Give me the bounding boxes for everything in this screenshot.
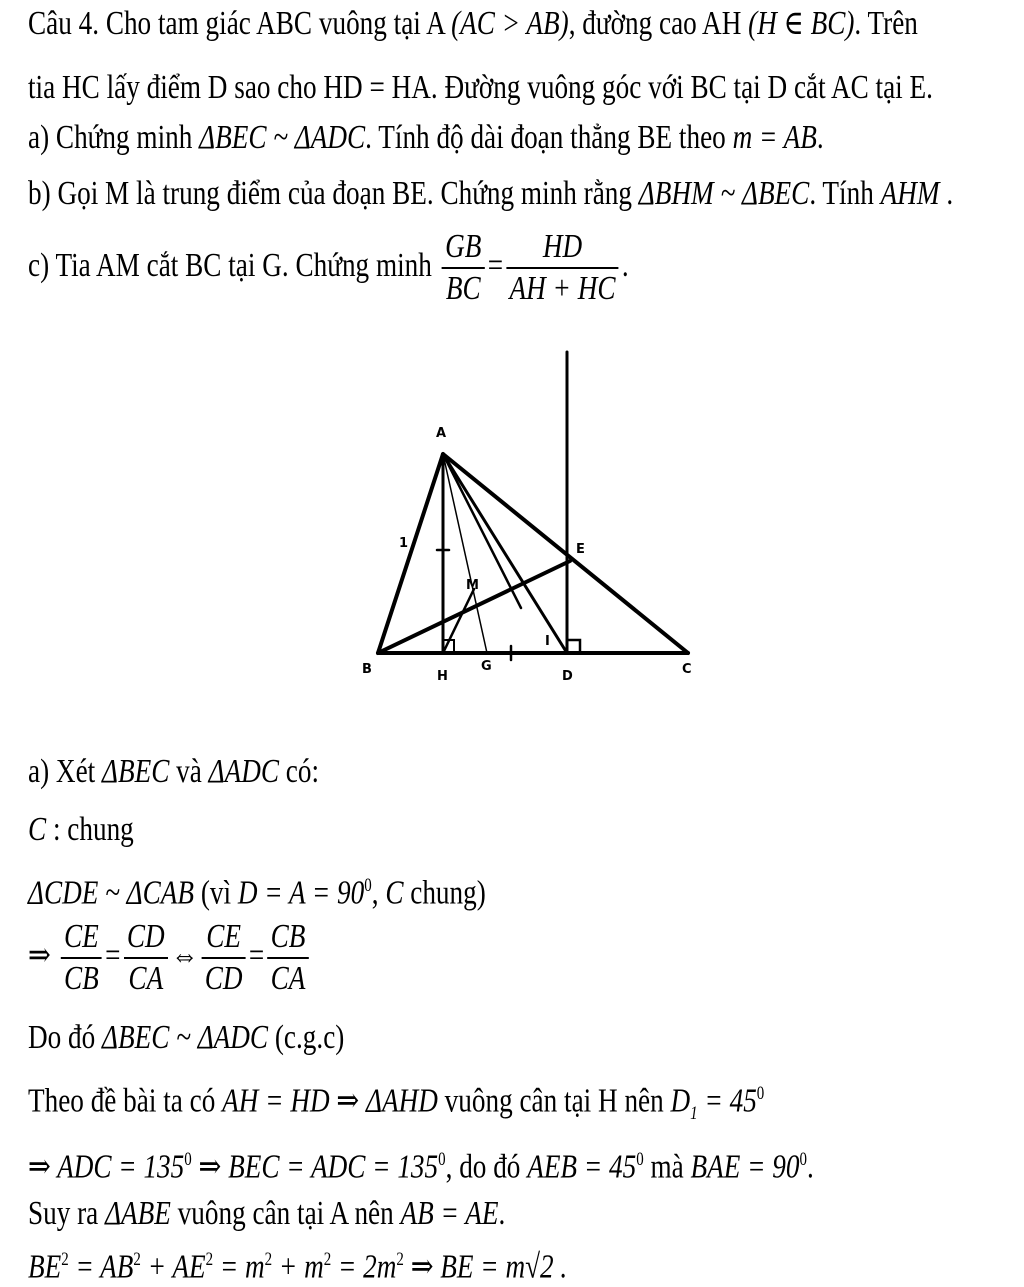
solution-line-8 xyxy=(28,1194,505,1234)
problem-text: a) Chứng minh xyxy=(28,119,200,156)
math-expression: AEB = 45 xyxy=(527,1148,637,1186)
solution-line-3 xyxy=(28,866,486,913)
segment-ab xyxy=(378,454,443,653)
math-expression: C xyxy=(385,874,404,912)
label-g: G xyxy=(481,659,492,674)
solution-text: a) Xét xyxy=(28,753,103,790)
solution-text: và xyxy=(169,753,209,790)
superscript: 0 xyxy=(364,875,372,896)
solution-text: vuông cân tại H nên xyxy=(437,1082,671,1120)
implies-symbol: ⇒ xyxy=(28,937,51,974)
fraction-gb-bc xyxy=(442,227,485,309)
segment-ad xyxy=(443,454,567,653)
equals-sign: = xyxy=(248,937,265,974)
math-expression: = 2m xyxy=(331,1248,397,1286)
math-expression: BE xyxy=(28,1248,62,1286)
fraction-hd-ahhc xyxy=(506,227,618,309)
segment-ai xyxy=(443,454,521,608)
math-expression: = 45 xyxy=(697,1082,757,1120)
problem-line-2 xyxy=(28,68,933,108)
math-expression: ΔBEC ~ ΔADC xyxy=(199,119,366,156)
problem-text: . xyxy=(939,175,954,212)
fraction-numerator: GB xyxy=(442,227,485,269)
superscript: 0 xyxy=(636,1149,644,1170)
problem-line-5 xyxy=(28,226,629,309)
solution-text: chung) xyxy=(403,874,486,912)
geometry-figure xyxy=(0,340,1024,700)
solution-text: có: xyxy=(279,753,320,790)
math-expression: C xyxy=(28,811,47,848)
label-e: E xyxy=(576,542,585,557)
label-i: I xyxy=(545,634,550,649)
math-expression: D xyxy=(670,1082,691,1120)
fraction-denominator: AH + HC xyxy=(509,270,616,308)
problem-line-3 xyxy=(28,118,824,158)
equals-sign: = xyxy=(105,937,121,974)
math-expression: = AB xyxy=(68,1248,134,1286)
solution-line-2 xyxy=(28,810,134,850)
math-expression: + AE xyxy=(140,1248,206,1286)
superscript: 2 xyxy=(323,1249,332,1270)
problem-text: Câu 4. Cho tam giác ABC vuông tại A xyxy=(28,5,452,42)
solution-text: (c.g.c) xyxy=(268,1019,345,1056)
label-d: D xyxy=(562,669,573,684)
solution-text: , xyxy=(371,874,386,912)
label-h: H xyxy=(437,669,448,684)
math-expression: ΔBEC ~ ΔADC xyxy=(102,1019,269,1056)
problem-text: . xyxy=(816,119,824,156)
math-expression: AB = AE xyxy=(400,1195,499,1232)
label-b: B xyxy=(362,662,372,677)
solution-line-6 xyxy=(28,1074,764,1134)
solution-text: Theo đề bài ta có xyxy=(28,1082,223,1120)
math-expression: AH = HD ⇒ ΔAHD xyxy=(222,1082,438,1120)
math-expression: D = A = 90 xyxy=(237,874,365,912)
math-expression: m = AB xyxy=(732,119,817,156)
problem-text: b) Gọi M là trung điểm của đoạn BE. Chứng minh rằng xyxy=(28,175,639,212)
math-expression: ΔBEC xyxy=(102,753,170,790)
solution-line-5 xyxy=(28,1018,344,1058)
problem-line-1 xyxy=(28,4,918,44)
problem-text: tia HC lấy điểm D sao cho HD = HA. Đường vuông góc với BC tại D cắt AC tại E. xyxy=(28,69,933,106)
equals-sign: = xyxy=(487,247,504,284)
math-expression: ΔADC xyxy=(208,753,279,790)
fraction-numerator: HD xyxy=(506,227,618,269)
math-expression: ΔABE xyxy=(105,1195,171,1232)
fraction-denominator: CA xyxy=(128,960,164,998)
math-expression: = m xyxy=(213,1248,265,1286)
solution-text: vuông cân tại A nên xyxy=(170,1195,401,1232)
superscript: 2 xyxy=(205,1249,214,1270)
math-expression: ⇒ BEC = ADC = 135 xyxy=(191,1148,439,1186)
superscript: 0 xyxy=(184,1149,192,1170)
solution-line-1 xyxy=(28,752,319,792)
fraction-denominator: CA xyxy=(270,960,306,998)
superscript: 0 xyxy=(799,1149,807,1170)
math-expression: (H ∈ BC) xyxy=(748,5,855,42)
segment-be xyxy=(378,561,570,653)
math-expression: ⇒ BE = m√2 . xyxy=(403,1248,568,1286)
fraction-numerator: CE xyxy=(61,917,102,959)
problem-line-4 xyxy=(28,174,953,214)
problem-text: . Trên xyxy=(854,5,918,42)
fraction-numerator: CD xyxy=(124,917,168,959)
label-m: M xyxy=(466,578,479,593)
math-expression: ⇒ ADC = 135 xyxy=(28,1148,185,1186)
fraction-numerator: CB xyxy=(267,917,308,959)
fraction-ce-cd xyxy=(202,917,246,999)
fraction-ce-cb xyxy=(61,917,102,999)
fraction-denominator: BC xyxy=(445,270,481,308)
fraction-cd-ca xyxy=(124,917,168,999)
solution-text: mà xyxy=(643,1148,691,1186)
superscript: 2 xyxy=(61,1249,69,1270)
solution-text: : chung xyxy=(46,811,134,848)
problem-text: c) Tia AM cắt BC tại G. Chứng minh xyxy=(28,247,439,284)
solution-text: Suy ra xyxy=(28,1195,106,1232)
solution-text: . xyxy=(498,1195,506,1232)
superscript: 2 xyxy=(133,1249,141,1270)
fraction-denominator: CB xyxy=(64,960,99,998)
solution-text: Do đó xyxy=(28,1019,103,1056)
label-c: C xyxy=(682,662,692,677)
solution-text: (vì xyxy=(194,874,238,912)
solution-text: . xyxy=(806,1148,814,1186)
math-expression: + m xyxy=(272,1248,324,1286)
subscript: 1 xyxy=(690,1103,698,1125)
fraction-numerator: CE xyxy=(202,917,246,959)
fraction-denominator: CD xyxy=(204,960,243,998)
solution-line-7 xyxy=(28,1140,814,1187)
iff-symbol: ⇔ xyxy=(171,937,199,974)
problem-text: . Tính độ dài đoạn thẳng BE theo xyxy=(365,119,733,156)
superscript: 2 xyxy=(264,1249,273,1270)
solution-line-4 xyxy=(28,916,312,999)
label-a: A xyxy=(436,426,447,441)
label-angle-1: 1 xyxy=(399,536,409,551)
math-expression: ΔBHM ~ ΔBEC xyxy=(638,175,810,212)
fraction-cb-ca xyxy=(267,917,308,999)
superscript: 0 xyxy=(438,1149,446,1170)
math-expression: BAE = 90 xyxy=(690,1148,800,1186)
math-expression: (AC > AB) xyxy=(451,5,569,42)
math-expression: ΔCDE ~ ΔCAB xyxy=(28,874,195,912)
problem-text: . Tính xyxy=(809,175,881,212)
superscript: 2 xyxy=(396,1249,404,1270)
period: . xyxy=(621,247,629,284)
superscript: 0 xyxy=(756,1083,765,1104)
problem-text: , đường cao AH xyxy=(568,5,749,42)
solution-text: , do đó xyxy=(445,1148,528,1186)
math-expression: AHM xyxy=(880,175,940,212)
